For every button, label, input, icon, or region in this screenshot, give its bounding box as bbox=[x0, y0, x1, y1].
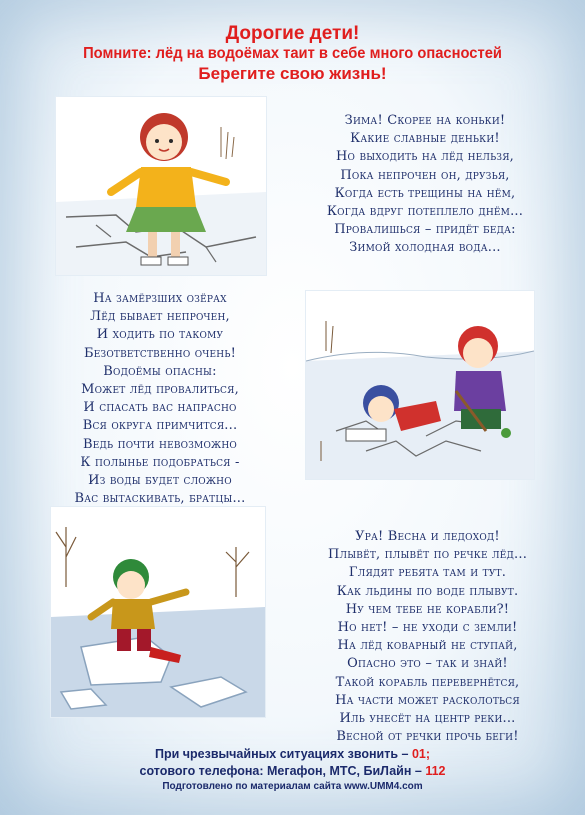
poem-line: Глядят ребята там и тут. bbox=[348, 565, 507, 581]
poem-line: Ура! Весна и ледоход! bbox=[355, 529, 500, 544]
poem-line: Какие славные деньки! bbox=[350, 131, 500, 147]
poem-line: Весной от речки прочь беги! bbox=[336, 729, 519, 745]
mobile-line bbox=[0, 763, 585, 780]
poem-line: К полынье подобраться - bbox=[80, 454, 240, 470]
poem-winter bbox=[290, 112, 560, 258]
poem-line: Вся округа примчится... bbox=[82, 418, 238, 434]
poem-line: Зимой холодная вода... bbox=[349, 240, 501, 256]
poem-line: Из воды будет сложно bbox=[88, 473, 232, 489]
poem-line: Водоёмы опасны: bbox=[103, 363, 217, 379]
poem-line: На замёрзших озёрах bbox=[93, 291, 227, 306]
poem-line: На части может расколоться bbox=[335, 692, 520, 708]
mobile-text: сотового телефона: Мегафон, МТС, БиЛайн – bbox=[139, 764, 422, 778]
poem-line: Опасно это – так и знай! bbox=[347, 656, 508, 672]
poem-line: Вас вытаскивать, братцы... bbox=[74, 491, 246, 507]
header bbox=[0, 24, 585, 84]
poem-line: Зима! Скорее на коньки! bbox=[344, 113, 506, 128]
poem-spring-ice bbox=[285, 528, 570, 746]
emergency-line bbox=[0, 746, 585, 763]
girl-skating-drawing bbox=[56, 97, 266, 275]
boys-fallen-drawing bbox=[306, 291, 534, 479]
poem-line: Безответственно очень! bbox=[83, 345, 237, 361]
poem-line: Но нет! – не уходи с земли! bbox=[337, 620, 518, 636]
poem-line: Плывёт, плывёт по речке лёд... bbox=[327, 547, 528, 563]
poem-line: Когда вдруг потеплело днём... bbox=[326, 204, 524, 220]
poem-line: Когда есть трещины на нём, bbox=[334, 185, 516, 201]
poem-line: Пока непрочен он, друзья, bbox=[340, 167, 510, 183]
appeal-line: Берегите свою жизнь! bbox=[198, 64, 387, 83]
poem-line: Как льдины по воде плывут. bbox=[336, 583, 519, 599]
emergency-text: При чрезвычайных ситуациях звонить – bbox=[154, 747, 409, 761]
poem-frozen-lakes bbox=[25, 290, 295, 508]
illustration-girl-skating bbox=[55, 96, 267, 276]
poem-line: Может лёд провалиться, bbox=[81, 382, 239, 398]
poem-line: Такой корабль перевернётся, bbox=[335, 674, 520, 690]
poem-line: И ходить по такому bbox=[96, 327, 224, 343]
illustration-boy-on-ice-floe bbox=[50, 506, 266, 718]
page-title: Дорогие дети! bbox=[225, 23, 360, 44]
footer bbox=[0, 746, 585, 794]
poem-line: На лёд коварный не ступай, bbox=[337, 638, 518, 654]
poem-line: Ну чем тебе не корабли?! bbox=[345, 601, 510, 617]
ice-floe-drawing bbox=[51, 507, 265, 717]
illustration-boys-fallen bbox=[305, 290, 535, 480]
poem-line: И спасать вас напрасно bbox=[83, 400, 237, 416]
poem-line: Лёд бывает непрочен, bbox=[90, 309, 230, 325]
warning-line: Помните: лёд на водоёмах таит в себе много опасностей bbox=[83, 45, 502, 62]
poem-line: Провалишься – придёт беда: bbox=[334, 222, 516, 238]
mobile-number: 112 bbox=[425, 764, 446, 778]
source-credit: Подготовлено по материалам сайта www.UMM4.com bbox=[162, 781, 423, 792]
poem-line: Но выходить на лёд нельзя, bbox=[336, 149, 514, 165]
emergency-number: 01; bbox=[411, 747, 431, 761]
poem-line: Иль унесёт на центр реки... bbox=[339, 711, 516, 727]
poem-line: Ведь почти невозможно bbox=[83, 436, 237, 452]
